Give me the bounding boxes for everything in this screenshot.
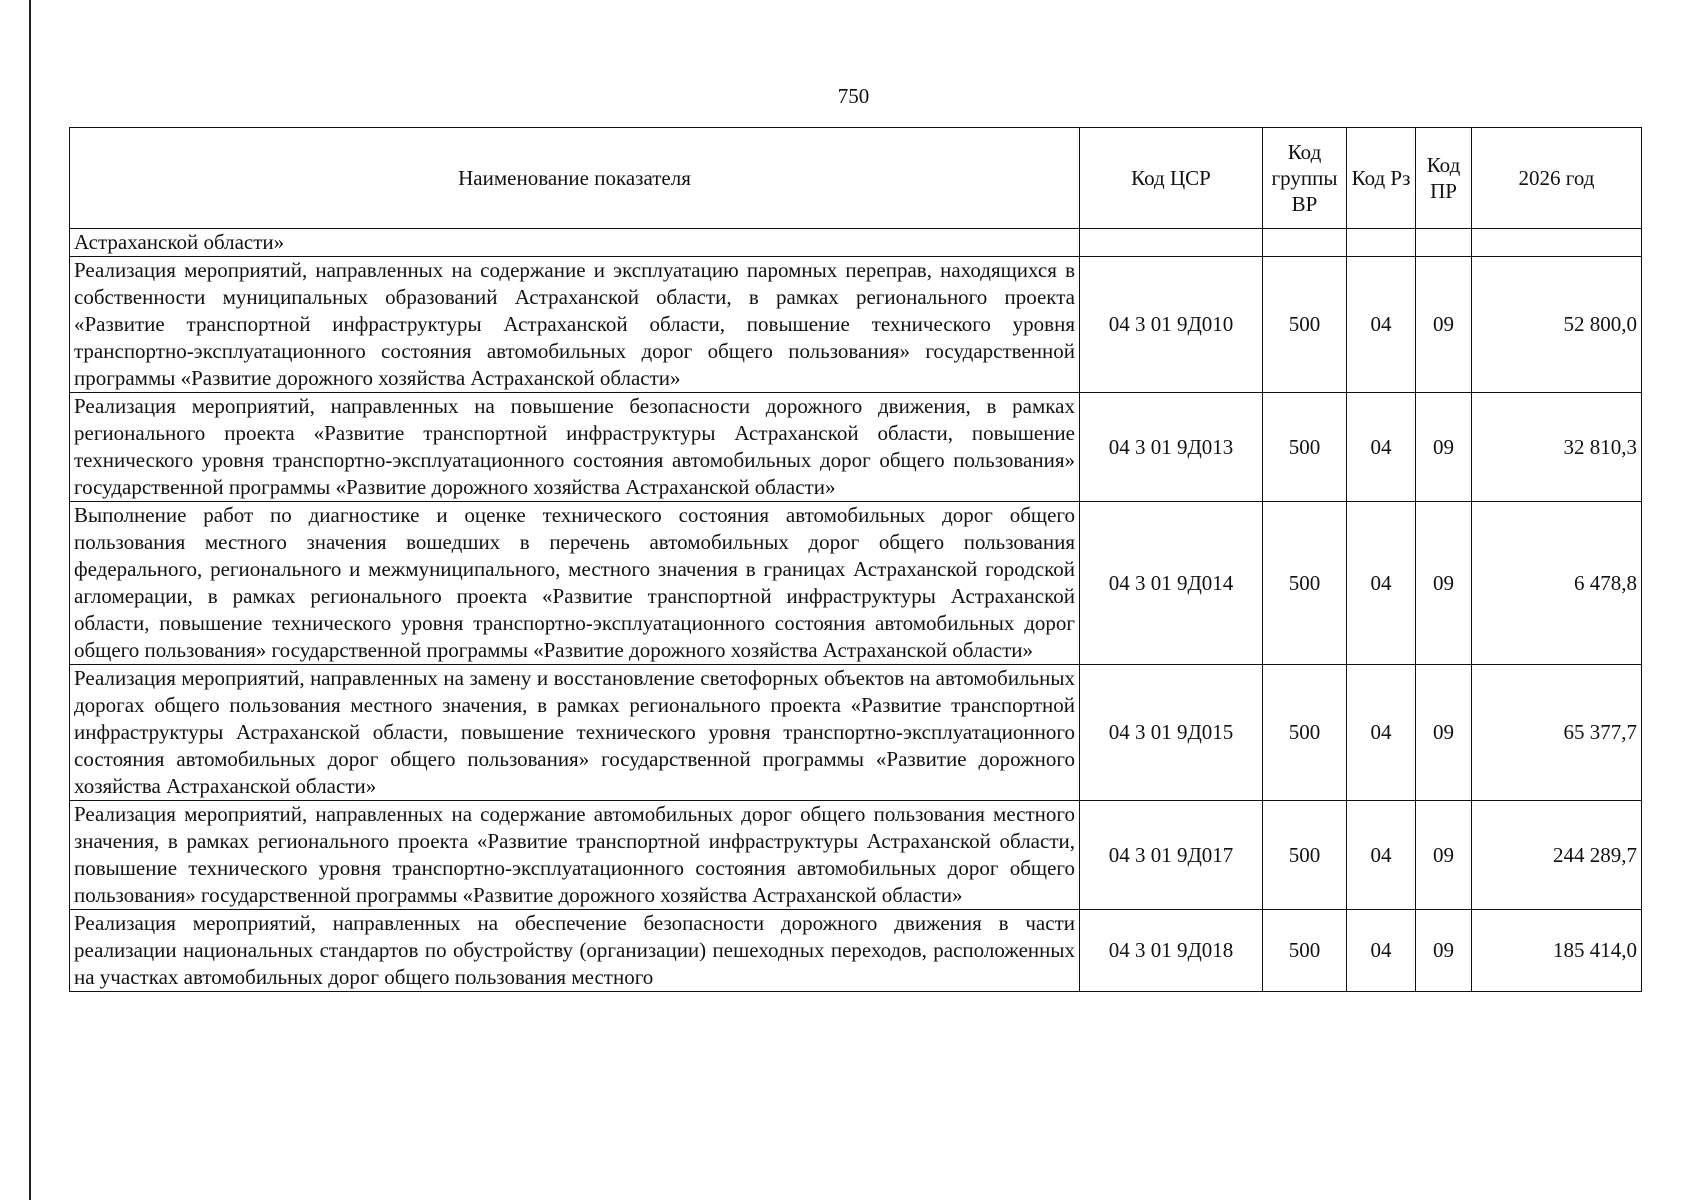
cell-amount: 65 377,7 xyxy=(1472,665,1642,801)
cell-csr: 04 3 01 9Д014 xyxy=(1080,502,1263,665)
budget-table xyxy=(69,127,1642,992)
cell-amount: 52 800,0 xyxy=(1472,257,1642,393)
header-pr-code: Код ПР xyxy=(1416,128,1472,229)
cell-vr: 500 xyxy=(1263,665,1347,801)
header-year-2026: 2026 год xyxy=(1472,128,1642,229)
cell-name: Реализация мероприятий, направленных на содержание автомобильных дорог общего пользования местного значения, в рамках регионального проекта «Развитие транспортной инфраструктуры Астраханской области, повышение технического уровня транспортно-эксплуатационного состояния автомобильных дорог общего пользования» государственной программы «Развитие дорожного хозяйства Астраханской области» xyxy=(70,801,1080,910)
page-number: 750 xyxy=(837,84,870,108)
header-csr-code: Код ЦСР xyxy=(1080,128,1263,229)
cell-rz: 04 xyxy=(1347,393,1416,502)
cell-pr: 09 xyxy=(1416,393,1472,502)
cell-rz: 04 xyxy=(1347,801,1416,910)
cell-csr: 04 3 01 9Д013 xyxy=(1080,393,1263,502)
cell-pr: 09 xyxy=(1416,502,1472,665)
cell-csr: 04 3 01 9Д015 xyxy=(1080,665,1263,801)
cell-amount xyxy=(1472,229,1642,257)
cell-vr: 500 xyxy=(1263,257,1347,393)
header-rz-code: Код Рз xyxy=(1347,128,1416,229)
cell-name: Реализация мероприятий, направленных на содержание и эксплуатацию паромных переправ, находящихся в собственности муниципальных образований Астраханской области, в рамках регионального проекта «Развитие транспортной инфраструктуры Астраханской области, повышение технического уровня транспортно-эксплуатационного состояния автомобильных дорог общего пользования» государственной программы «Развитие дорожного хозяйства Астраханской области» xyxy=(70,257,1080,393)
cell-vr: 500 xyxy=(1263,502,1347,665)
header-name: Наименование показателя xyxy=(70,128,1080,229)
table-row-continuation xyxy=(70,229,1642,257)
cell-csr: 04 3 01 9Д017 xyxy=(1080,801,1263,910)
cell-csr: 04 3 01 9Д018 xyxy=(1080,910,1263,992)
cell-amount: 32 810,3 xyxy=(1472,393,1642,502)
cell-vr: 500 xyxy=(1263,910,1347,992)
cell-pr: 09 xyxy=(1416,257,1472,393)
header-vr-group-code: Код группы ВР xyxy=(1263,128,1347,229)
table-row xyxy=(70,257,1642,393)
cell-pr: 09 xyxy=(1416,801,1472,910)
cell-name: Реализация мероприятий, направленных на повышение безопасности дорожного движения, в рамках регионального проекта «Развитие транспортной инфраструктуры Астраханской области, повышение технического уровня транспортно-эксплуатационного состояния автомобильных дорог общего пользования» государственной программы «Развитие дорожного хозяйства Астраханской области» xyxy=(70,393,1080,502)
cell-amount: 244 289,7 xyxy=(1472,801,1642,910)
table-row xyxy=(70,910,1642,992)
cell-csr xyxy=(1080,229,1263,257)
cell-rz xyxy=(1347,229,1416,257)
table-row xyxy=(70,801,1642,910)
cell-amount: 6 478,8 xyxy=(1472,502,1642,665)
cell-rz: 04 xyxy=(1347,910,1416,992)
cell-vr: 500 xyxy=(1263,393,1347,502)
cell-rz: 04 xyxy=(1347,502,1416,665)
table-row xyxy=(70,665,1642,801)
cell-rz: 04 xyxy=(1347,257,1416,393)
cell-name: Реализация мероприятий, направленных на замену и восстановление светофорных объектов на автомобильных дорогах общего пользования местного значения, в рамках регионального проекта «Развитие транспортной инфраструктуры Астраханской области, повышение технического уровня транспортно-эксплуатационного состояния автомобильных дорог общего пользования» государственной программы «Развитие дорожного хозяйства Астраханской области» xyxy=(70,665,1080,801)
cell-name: Выполнение работ по диагностике и оценке технического состояния автомобильных дорог общего пользования местного значения вошедших в перечень автомобильных дорог общего пользования федерального, регионального и межмуниципального, местного значения в границах Астраханской городской агломерации, в рамках регионального проекта «Развитие транспортной инфраструктуры Астраханской области, повышение технического уровня транспортно-эксплуатационного состояния автомобильных дорог общего пользования» государственной программы «Развитие дорожного хозяйства Астраханской области» xyxy=(70,502,1080,665)
cell-amount: 185 414,0 xyxy=(1472,910,1642,992)
cell-pr: 09 xyxy=(1416,665,1472,801)
table-header-row xyxy=(70,128,1642,229)
cell-name: Астраханской области» xyxy=(70,229,1080,257)
table-row xyxy=(70,393,1642,502)
cell-pr: 09 xyxy=(1416,910,1472,992)
binding-edge-line xyxy=(29,0,31,1200)
table-row xyxy=(70,502,1642,665)
cell-name: Реализация мероприятий, направленных на обеспечение безопасности дорожного движения в части реализации национальных стандартов по обустройству (организации) пешеходных переходов, расположенных на участках автомобильных дорог общего пользования местного xyxy=(70,910,1080,992)
cell-csr: 04 3 01 9Д010 xyxy=(1080,257,1263,393)
cell-vr xyxy=(1263,229,1347,257)
cell-pr xyxy=(1416,229,1472,257)
cell-rz: 04 xyxy=(1347,665,1416,801)
cell-vr: 500 xyxy=(1263,801,1347,910)
